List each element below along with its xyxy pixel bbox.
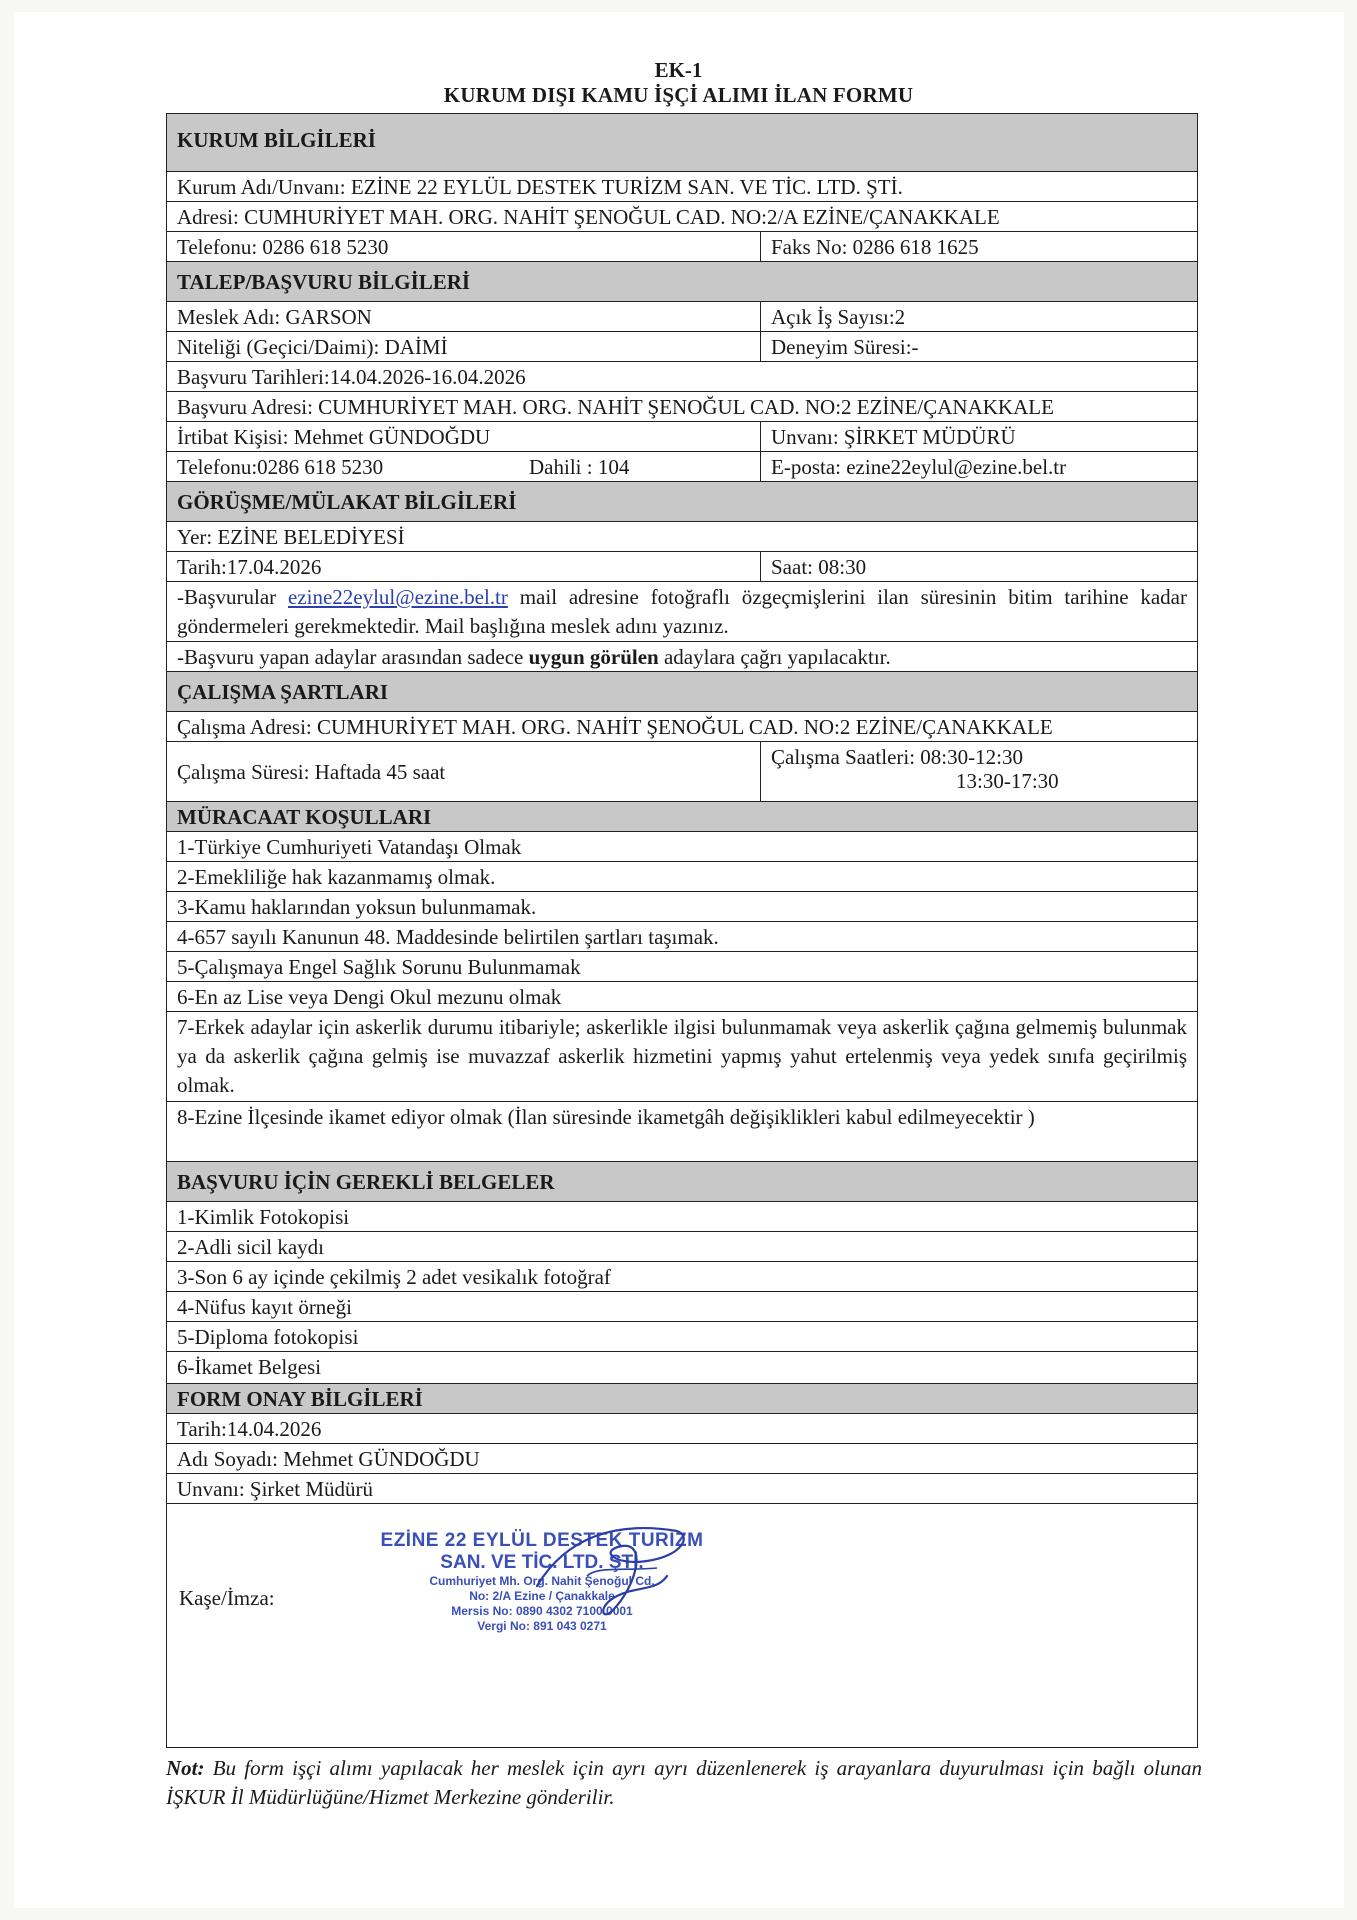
section-onay-heading: FORM ONAY BİLGİLERİ <box>167 1383 1197 1413</box>
condition-item: 3-Kamu haklarından yoksun bulunmamak. <box>167 891 1197 921</box>
talep-row-3 <box>167 361 1197 391</box>
kurum-fax: Faks No: 0286 618 1625 <box>760 232 1197 261</box>
contact-person: İrtibat Kişisi: Mehmet GÜNDOĞDU <box>177 425 491 449</box>
selection-note: -Başvuru yapan adaylar arasından sadece uygun görülen adaylara çağrı yapılacaktır. <box>177 645 891 669</box>
interview-date: Tarih:17.04.2026 <box>177 555 322 579</box>
handwritten-signature-icon <box>527 1516 697 1626</box>
contact-title: Unvanı: ŞİRKET MÜDÜRÜ <box>760 422 1197 451</box>
nature: Niteliği (Geçici/Daimi): DAİMİ <box>177 335 448 359</box>
company-stamp: EZİNE 22 EYLÜL DESTEK TURİZM SAN. VE TİC. LTD. ŞTİ. Cumhuriyet Mh. Org. Nahit Şenoğul Cd. No: 2/A Ezine / Çanakkale Mersis No: 0890 4302 7100 0001 Vergi No: 891 043 0271 <box>380 1530 704 1633</box>
experience: Deneyim Süresi:- <box>760 332 1197 361</box>
gorusme-row-2 <box>167 551 1197 581</box>
section-kurum-heading: KURUM BİLGİLERİ <box>167 114 1197 171</box>
interview-place: Yer: EZİNE BELEDİYESİ <box>177 525 405 549</box>
calisma-row-2 <box>167 741 1197 801</box>
condition-item: 6-En az Lise veya Dengi Okul mezunu olmak <box>167 981 1197 1011</box>
occupation: Meslek Adı: GARSON <box>177 305 372 329</box>
section-talep-heading: TALEP/BAŞVURU BİLGİLERİ <box>167 261 1197 301</box>
condition-item: 2-Emekliliğe hak kazanmamış olmak. <box>167 861 1197 891</box>
condition-item: 5-Çalışmaya Engel Sağlık Sorunu Bulunmamak <box>167 951 1197 981</box>
approval-date-row <box>167 1413 1197 1443</box>
section-gorusme-heading: GÖRÜŞME/MÜLAKAT BİLGİLERİ <box>167 481 1197 521</box>
calisma-row-1 <box>167 711 1197 741</box>
condition-item: 4-657 sayılı Kanunun 48. Maddesinde belirtilen şartları taşımak. <box>167 921 1197 951</box>
kurum-name: Kurum Adı/Unvanı: EZİNE 22 EYLÜL DESTEK TURİZM SAN. VE TİC. LTD. ŞTİ. <box>177 175 903 199</box>
talep-row-6 <box>167 451 1197 481</box>
work-address: Çalışma Adresi: CUMHURİYET MAH. ORG. NAHİT ŞENOĞUL CAD. NO:2 EZİNE/ÇANAKKALE <box>177 715 1053 739</box>
signature-area <box>167 1503 1197 1748</box>
work-duration: Çalışma Süresi: Haftada 45 saat <box>177 760 446 784</box>
annex-label: EK-1 <box>654 58 703 82</box>
application-address: Başvuru Adresi: CUMHURİYET MAH. ORG. NAHİT ŞENOĞUL CAD. NO:2 EZİNE/ÇANAKKALE <box>177 395 1054 419</box>
gorusme-row-1 <box>167 521 1197 551</box>
section-belgeler-heading: BAŞVURU İÇİN GEREKLİ BELGELER <box>167 1161 1197 1201</box>
contact-extension: Dahili : 104 <box>529 455 630 479</box>
approval-title-row <box>167 1473 1197 1503</box>
kurum-contact-row <box>167 231 1197 261</box>
gorusme-row-4 <box>167 641 1197 671</box>
approval-date: Tarih:14.04.2026 <box>177 1417 322 1441</box>
interview-time: Saat: 08:30 <box>760 552 1197 581</box>
announcement-form <box>166 113 1198 1748</box>
condition-item-military: 7-Erkek adaylar için askerlik durumu itibariyle; askerlikle ilgisi bulunmamak veya askerlik çağına gelmemiş bulunmak ya da askerlik çağına gelmiş ise muvazzaf askerlik hizmetini yapmış yahut ertelenmiş veya yedek sınıfa geçirilmiş olmak. <box>167 1011 1197 1101</box>
kurum-name-row <box>167 171 1197 201</box>
kurum-address-row <box>167 201 1197 231</box>
approval-name-row <box>167 1443 1197 1473</box>
talep-row-5 <box>167 421 1197 451</box>
note-label: Not: <box>166 1756 205 1780</box>
footer-note <box>166 1754 1202 1812</box>
contact-email: E-posta: ezine22eylul@ezine.bel.tr <box>760 452 1197 481</box>
section-muracaat-heading: MÜRACAAT KOŞULLARI <box>167 801 1197 831</box>
gorusme-row-3 <box>167 581 1197 641</box>
document-item: 4-Nüfus kayıt örneği <box>167 1291 1197 1321</box>
document-item: 2-Adli sicil kaydı <box>167 1231 1197 1261</box>
application-email-link[interactable]: ezine22eylul@ezine.bel.tr <box>287 585 508 609</box>
talep-row-1 <box>167 301 1197 331</box>
talep-row-2 <box>167 331 1197 361</box>
section-calisma-heading: ÇALIŞMA ŞARTLARI <box>167 671 1197 711</box>
condition-item-residence: 8-Ezine İlçesinde ikamet ediyor olmak (İlan süresinde ikametgâh değişiklikleri kabul edilmeyecektir ) <box>167 1101 1197 1161</box>
approval-name: Adı Soyadı: Mehmet GÜNDOĞDU <box>177 1447 480 1471</box>
stamp-signature-label: Kaşe/İmza: <box>179 1586 275 1610</box>
talep-row-4 <box>167 391 1197 421</box>
openings: Açık İş Sayısı:2 <box>760 302 1197 331</box>
contact-phone: Telefonu:0286 618 5230 <box>177 455 384 479</box>
application-instruction: -Başvurular ezine22eylul@ezine.bel.tr mail adresine fotoğraflı özgeçmişlerini ilan süresinin bitim tarihine kadar göndermeleri gerekmektedir. Mail başlığına meslek adını yazınız. <box>177 585 1187 638</box>
kurum-address: Adresi: CUMHURİYET MAH. ORG. NAHİT ŞENOĞUL CAD. NO:2/A EZİNE/ÇANAKKALE <box>177 205 1000 229</box>
kurum-phone: Telefonu: 0286 618 5230 <box>177 235 389 259</box>
document-title <box>0 58 1357 108</box>
document-item: 1-Kimlik Fotokopisi <box>167 1201 1197 1231</box>
approval-title: Unvanı: Şirket Müdürü <box>177 1477 373 1501</box>
document-item: 3-Son 6 ay içinde çekilmiş 2 adet vesikalık fotoğraf <box>167 1261 1197 1291</box>
work-hours: Çalışma Saatleri: 08:30-12:30 13:30-17:30 <box>760 742 1197 801</box>
document-item: 5-Diploma fotokopisi <box>167 1321 1197 1351</box>
form-title: KURUM DIŞI KAMU İŞÇİ ALIMI İLAN FORMU <box>443 83 914 107</box>
document-item: 6-İkamet Belgesi <box>167 1351 1197 1383</box>
condition-item: 1-Türkiye Cumhuriyeti Vatandaşı Olmak <box>167 831 1197 861</box>
note-text: Bu form işçi alımı yapılacak her meslek için ayrı ayrı düzenlenerek iş arayanlara duyurulması için bağlı olunan İŞKUR İl Müdürlüğüne/Hizmet Merkezine gönderilir. <box>166 1756 1202 1809</box>
application-dates: Başvuru Tarihleri:14.04.2026-16.04.2026 <box>177 365 526 389</box>
